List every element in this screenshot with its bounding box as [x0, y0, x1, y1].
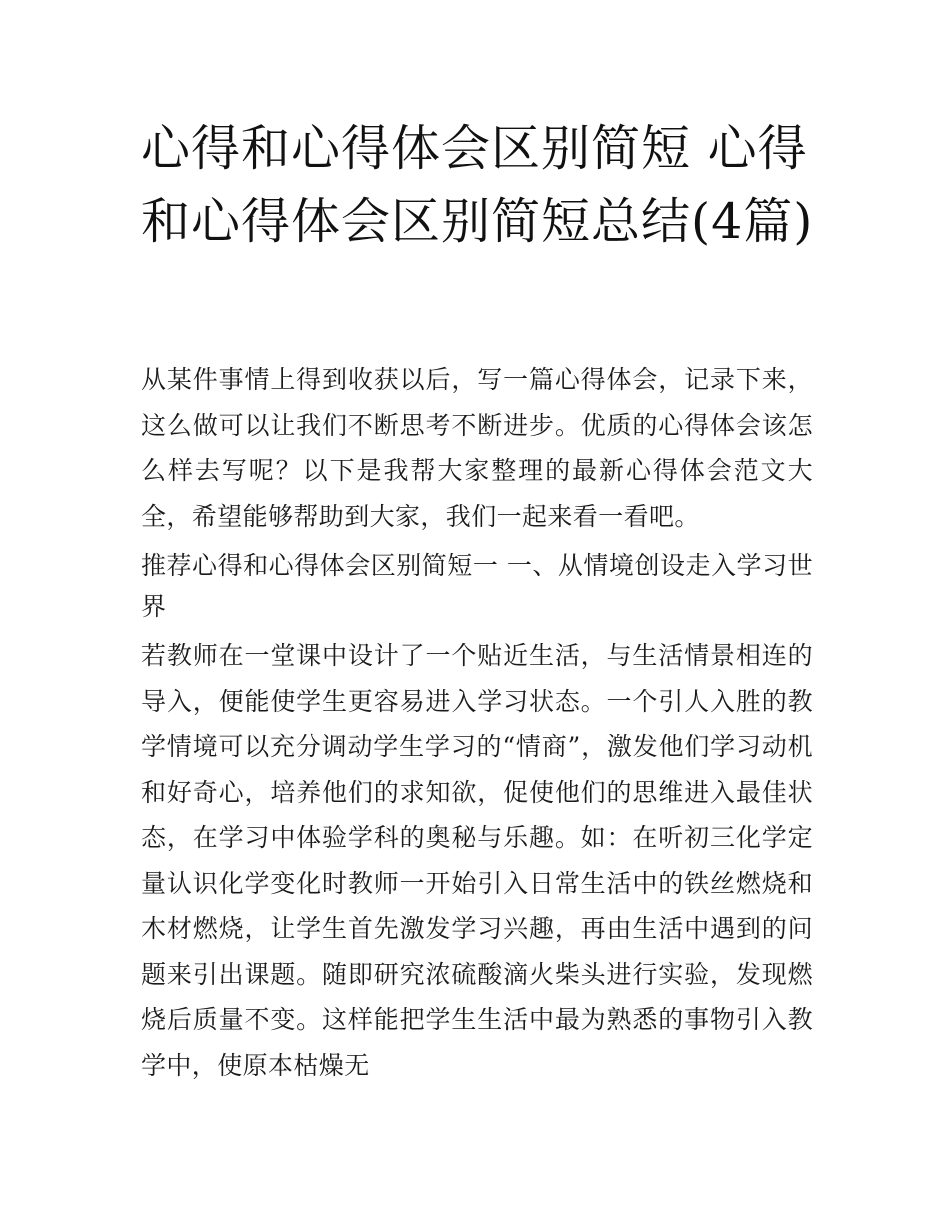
section-paragraph: 若教师在一堂课中设计了一个贴近生活，与生活情景相连的导入，便能使学生更容易进入学习状态。一个引人入胜的教学情境可以充分调动学生学习的“情商”，激发他们学习动机和好奇心，培养他们的求知欲，促使他们的思维进入最佳状态，在学习中体验学科的奥秘与乐趣。如：在听初三化学定量认识化学变化时教师一开始引入日常生活中的铁丝燃烧和木材燃烧，让学生首先激发学习兴趣，再由生活中遇到的问题来引出课题。随即研究浓硫酸滴火柴头进行实验，发现燃烧后质量不变。这样能把学生生活中最为熟悉的事物引入教学中，使原本枯燥无 [141, 641, 813, 1080]
document-body [141, 357, 813, 1088]
document-title: 心得和心得体会区别简短 心得和心得体会区别简短总结(4篇) [141, 120, 814, 250]
intro-paragraph: 从某件事情上得到收获以后，写一篇心得体会，记录下来，这么做可以让我们不断思考不断进步。优质的心得体会该怎么样去写呢？以下是我帮大家整理的最新心得体会范文大全，希望能够帮助到大家，我们一起来看一看吧。 [141, 365, 813, 531]
section-heading: 推荐心得和心得体会区别简短一 一、从情境创设走入学习世界 [141, 551, 813, 621]
